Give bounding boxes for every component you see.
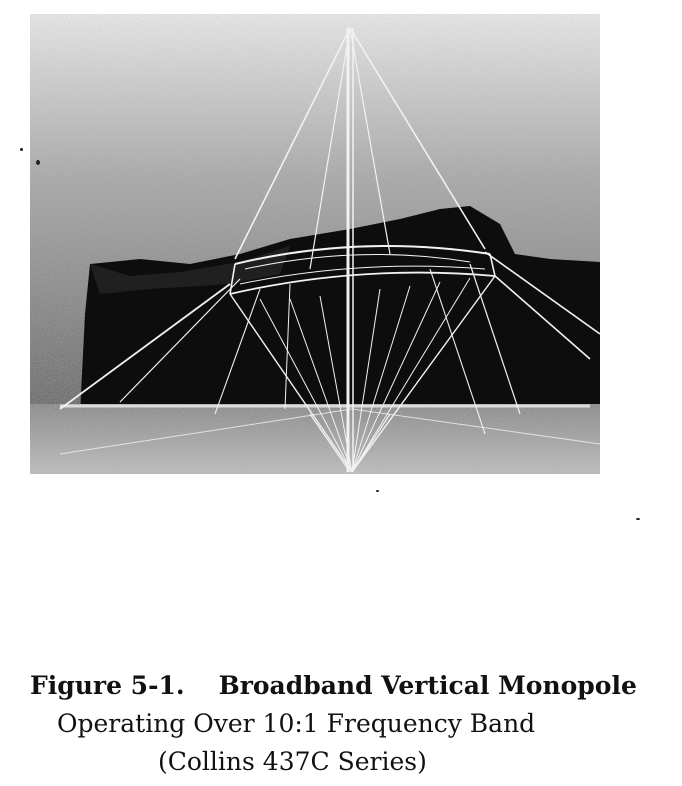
- figure-title: Broadband Vertical Monopole: [218, 671, 637, 700]
- caption-line-3: (Collins 437C Series): [158, 747, 427, 776]
- antenna-photo: [30, 14, 600, 474]
- caption-line-1: [30, 668, 637, 704]
- scan-speck: [636, 518, 640, 520]
- antenna-photo-icon: [30, 14, 600, 474]
- scan-speck: [20, 148, 23, 151]
- scan-speck: [36, 160, 40, 165]
- caption-line-2: Operating Over 10:1 Frequency Band: [57, 709, 536, 738]
- scan-speck: [376, 490, 379, 492]
- figure-label: Figure 5-1.: [30, 671, 185, 700]
